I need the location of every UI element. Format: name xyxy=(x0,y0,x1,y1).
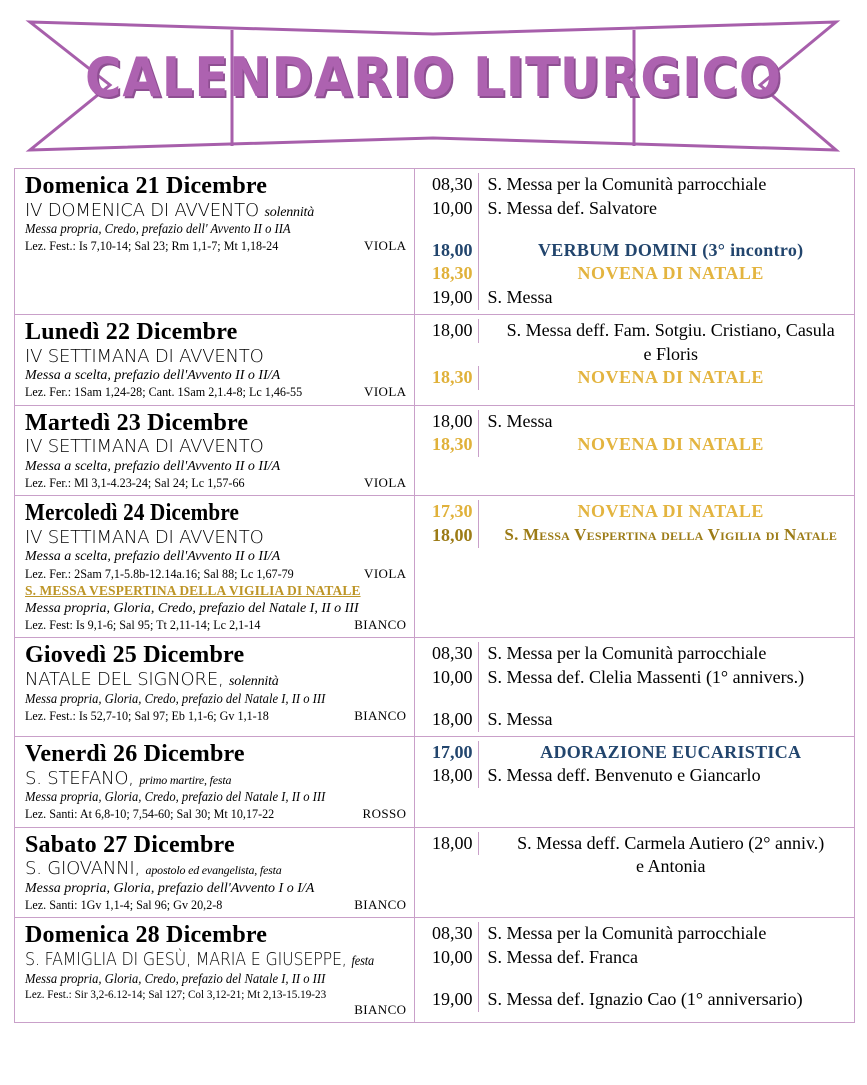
schedule-event: S. Messa per la Comunità parrocchiale xyxy=(487,174,767,194)
schedule-time: 17,30 xyxy=(431,501,473,522)
readings-line xyxy=(25,806,406,823)
readings-line xyxy=(25,897,406,914)
calendar-day-row xyxy=(15,496,855,638)
liturgy-title xyxy=(25,669,406,691)
day-name: Giovedì 25 Dicembre xyxy=(25,642,245,669)
schedule-slot xyxy=(415,764,854,788)
liturgy-title-main: IV DOMENICA DI AVVENTO xyxy=(25,199,259,221)
readings-label: Lez. Fest.: xyxy=(25,239,76,254)
liturgy-title xyxy=(25,527,406,548)
schedule-slot xyxy=(415,500,854,524)
schedule-event: S. Messa Vespertina della Vigilia di Natale xyxy=(504,525,838,545)
schedule-cell xyxy=(415,405,855,496)
day-name: Sabato 27 Dicembre xyxy=(25,831,235,858)
schedule-event: S. Messa def. Clelia Massenti (1° annivers.) xyxy=(487,667,805,688)
schedule-cell xyxy=(415,314,855,405)
readings-label: Lez. Santi: xyxy=(25,897,78,912)
calendar-day-row xyxy=(15,918,855,1023)
liturgy-title xyxy=(25,346,406,367)
calendar-day-row xyxy=(15,405,855,496)
mass-rubric: Messa propria, Credo, prefazio dell' Avvento II o IIA xyxy=(25,222,291,238)
day-info-cell xyxy=(15,638,415,736)
readings-line xyxy=(25,988,406,1002)
liturgy-title-rank: apostolo ed evangelista, festa xyxy=(145,863,282,878)
schedule-time xyxy=(415,970,472,988)
mass-rubric: Messa a scelta, prefazio dell'Avvento II o II/A xyxy=(25,367,281,383)
schedule-time: 17,00 xyxy=(431,741,473,762)
liturgical-color-secondary: BIANCO xyxy=(354,616,407,632)
schedule-slot xyxy=(415,239,854,263)
liturgy-title-rank: primo martire, festa xyxy=(139,772,232,787)
readings-label: Lez. Fer.: xyxy=(25,566,72,581)
liturgy-title xyxy=(25,200,406,222)
readings-line-secondary xyxy=(25,617,406,634)
liturgical-color: BIANCO xyxy=(354,1002,407,1018)
calendar-day-row xyxy=(15,314,855,405)
liturgy-title-rank: festa xyxy=(351,954,374,970)
schedule-slot xyxy=(415,433,854,457)
schedule-time: 18,00 xyxy=(431,239,473,260)
liturgy-title-main: IV SETTIMANA DI AVVENTO xyxy=(25,436,264,458)
day-info-cell xyxy=(15,169,415,315)
readings-references: At 6,8-10; 7,54-60; Sal 30; Mt 10,17-22 xyxy=(79,806,275,821)
readings-label: Lez. Fer.: xyxy=(25,475,72,490)
calendar-day-row xyxy=(15,736,855,827)
day-info-cell xyxy=(15,405,415,496)
schedule-slot xyxy=(415,524,854,548)
liturgical-color: VIOLA xyxy=(364,238,407,254)
liturgical-color: ROSSO xyxy=(362,805,407,821)
day-name: Domenica 28 Dicembre xyxy=(25,922,268,949)
liturgical-color: VIOLA xyxy=(364,383,407,399)
readings-line xyxy=(25,566,406,583)
schedule-event: NOVENA DI NATALE xyxy=(577,367,764,388)
schedule-event xyxy=(487,690,854,708)
readings-line xyxy=(25,708,406,725)
schedule-slot xyxy=(415,708,854,732)
schedule-cell xyxy=(415,827,855,918)
schedule-slot xyxy=(415,832,854,880)
schedule-event: S. Messa per la Comunità parrocchiale xyxy=(487,643,767,664)
readings-line xyxy=(25,384,406,401)
schedule-cell xyxy=(415,638,855,736)
header-banner xyxy=(0,0,867,168)
schedule-time: 19,00 xyxy=(431,287,473,307)
liturgy-title xyxy=(25,858,406,879)
liturgy-title-main: IV SETTIMANA DI AVVENTO xyxy=(25,527,264,549)
mass-rubric: Messa a scelta, prefazio dell'Avvento II o II/A xyxy=(25,458,281,474)
schedule-time: 19,00 xyxy=(431,988,473,1009)
schedule-slot xyxy=(415,666,854,690)
schedule-spacer xyxy=(415,221,854,239)
schedule-slot xyxy=(415,286,854,310)
mass-rubric: Messa propria, Gloria, Credo, prefazio del Natale I, II o III xyxy=(25,691,326,707)
schedule-time: 18,00 xyxy=(431,832,473,853)
day-name: Lunedì 22 Dicembre xyxy=(25,318,238,345)
schedule-slot xyxy=(415,988,854,1012)
schedule-time: 18,00 xyxy=(431,319,473,340)
schedule-cell xyxy=(415,736,855,827)
schedule-event xyxy=(487,221,854,239)
liturgy-title-main: IV SETTIMANA DI AVVENTO xyxy=(25,345,264,367)
schedule-spacer xyxy=(415,970,854,988)
schedule-slot xyxy=(415,197,854,221)
liturgy-title-main: S. FAMIGLIA DI GESÙ, MARIA E GIUSEPPE, xyxy=(25,949,347,971)
schedule-time: 18,00 xyxy=(431,525,473,546)
schedule-slot xyxy=(415,173,854,197)
schedule-time: 18,30 xyxy=(431,434,473,455)
schedule-time: 18,30 xyxy=(431,367,473,388)
calendar-day-row xyxy=(15,638,855,736)
day-info-cell xyxy=(15,827,415,918)
schedule-event: S. Messa xyxy=(487,287,553,307)
day-name: Venerdì 26 Dicembre xyxy=(25,740,245,767)
day-info-cell xyxy=(15,314,415,405)
schedule-event: S. Messa per la Comunità parrocchiale xyxy=(487,923,767,944)
readings-references: 1Gv 1,1-4; Sal 96; Gv 20,2-8 xyxy=(80,897,223,912)
vigil-mass-heading: S. MESSA VESPERTINA DELLA VIGILIA DI NATALE xyxy=(25,583,361,599)
schedule-event: ADORAZIONE EUCARISTICA xyxy=(540,741,802,762)
readings-label-secondary: Lez. Fest: xyxy=(25,617,73,632)
readings-references: Sir 3,2-6.12-14; Sal 127; Col 3,12-21; Mt 2,13-15.19-23 xyxy=(74,988,327,1001)
schedule-event: S. Messa xyxy=(487,708,553,729)
readings-label: Lez. Fest.: xyxy=(25,988,72,1001)
schedule-event-line: S. Messa deff. Carmela Autiero (2° anniv.) xyxy=(517,832,825,853)
schedule-event: S. Messa def. Franca xyxy=(487,947,638,968)
schedule-event xyxy=(487,832,854,880)
day-name: Martedì 23 Dicembre xyxy=(25,409,249,436)
liturgy-title xyxy=(25,768,406,789)
schedule-slot xyxy=(415,946,854,970)
schedule-event: NOVENA DI NATALE xyxy=(577,434,764,455)
schedule-event: S. Messa xyxy=(487,410,553,431)
day-info-cell xyxy=(15,736,415,827)
schedule-event: NOVENA DI NATALE xyxy=(577,501,764,522)
schedule-event xyxy=(487,319,854,367)
readings-references: Is 7,10-14; Sal 23; Rm 1,1-7; Mt 1,18-24 xyxy=(78,239,279,254)
schedule-time: 08,30 xyxy=(431,174,473,194)
day-name: Domenica 21 Dicembre xyxy=(25,173,268,199)
day-info-cell xyxy=(15,496,415,638)
readings-references: Ml 3,1-4.23-24; Sal 24; Lc 1,57-66 xyxy=(74,475,245,490)
readings-label: Lez. Santi: xyxy=(25,806,78,821)
liturgy-title xyxy=(25,436,406,457)
calendar-day-row xyxy=(15,169,855,315)
schedule-spacer xyxy=(415,690,854,708)
mass-rubric: Messa propria, Gloria, Credo, prefazio del Natale I, II o III xyxy=(25,789,326,805)
readings-references: 2Sam 7,1-5.8b-12.14a.16; Sal 88; Lc 1,67-79 xyxy=(74,566,294,581)
schedule-cell xyxy=(415,496,855,638)
schedule-time: 18,30 xyxy=(431,263,473,284)
schedule-time: 18,00 xyxy=(431,410,473,431)
schedule-time: 18,00 xyxy=(431,765,473,786)
schedule-slot xyxy=(415,922,854,946)
schedule-time: 18,00 xyxy=(431,708,473,729)
readings-references: 1Sam 1,24-28; Cant. 1Sam 2,1.4-8; Lc 1,46-55 xyxy=(74,384,303,399)
day-name: Mercoledì 24 Dicembre xyxy=(25,500,240,527)
readings-line xyxy=(25,238,406,255)
schedule-time xyxy=(415,221,472,239)
schedule-time: 10,00 xyxy=(431,667,473,688)
schedule-event-line: e Antonia xyxy=(635,856,706,877)
mass-rubric: Messa propria, Gloria, Credo, prefazio del Natale I, II o III xyxy=(25,971,326,987)
liturgy-title-main: S. GIOVANNI, xyxy=(25,858,141,880)
schedule-event-line: e Floris xyxy=(643,343,698,364)
day-info-cell xyxy=(15,918,415,1023)
schedule-time: 10,00 xyxy=(431,197,473,218)
mass-rubric: Messa propria, Gloria, prefazio dell'Avvento I o I/A xyxy=(25,880,315,896)
readings-line xyxy=(25,475,406,492)
schedule-time: 08,30 xyxy=(431,643,473,664)
liturgical-calendar-table xyxy=(14,168,855,1023)
schedule-slot xyxy=(415,410,854,434)
liturgy-title-main: NATALE DEL SIGNORE, xyxy=(25,669,224,691)
schedule-time xyxy=(415,690,472,708)
calendar-day-row xyxy=(15,827,855,918)
liturgical-color: BIANCO xyxy=(354,896,407,912)
schedule-slot xyxy=(415,262,854,286)
schedule-event xyxy=(487,970,854,988)
liturgy-title xyxy=(25,949,374,971)
liturgy-title-main: S. STEFANO, xyxy=(25,767,134,789)
page-title: CALENDARIO LITURGICO xyxy=(84,46,783,109)
liturgy-title-rank: solennità xyxy=(229,674,279,690)
liturgical-color: VIOLA xyxy=(364,474,407,490)
schedule-event: S. Messa def. Ignazio Cao (1° anniversario) xyxy=(487,988,803,1009)
schedule-slot xyxy=(415,366,854,390)
liturgy-title-rank: solennità xyxy=(264,204,314,220)
schedule-event: S. Messa def. Salvatore xyxy=(487,197,657,218)
readings-references-secondary: Is 9,1-6; Sal 95; Tt 2,11-14; Lc 2,1-14 xyxy=(75,617,261,632)
liturgical-color: VIOLA xyxy=(364,565,407,581)
readings-references: Is 52,7-10; Sal 97; Eb 1,1-6; Gv 1,1-18 xyxy=(78,708,269,723)
schedule-event: NOVENA DI NATALE xyxy=(577,263,764,284)
schedule-time: 08,30 xyxy=(431,923,473,944)
mass-rubric-secondary: Messa propria, Gloria, Credo, prefazio del Natale I, II o III xyxy=(25,600,359,616)
schedule-slot xyxy=(415,642,854,666)
schedule-cell xyxy=(415,169,855,315)
liturgical-color: BIANCO xyxy=(354,707,407,723)
readings-label: Lez. Fest.: xyxy=(25,708,76,723)
readings-label: Lez. Fer.: xyxy=(25,384,72,399)
schedule-slot xyxy=(415,319,854,367)
mass-rubric: Messa a scelta, prefazio dell'Avvento II o II/A xyxy=(25,549,281,565)
schedule-event: VERBUM DOMINI (3° incontro) xyxy=(538,239,804,260)
schedule-time: 10,00 xyxy=(431,947,473,968)
schedule-event: S. Messa deff. Benvenuto e Giancarlo xyxy=(487,765,761,786)
schedule-event-line: S. Messa deff. Fam. Sotgiu. Cristiano, Casula xyxy=(506,319,835,340)
schedule-slot xyxy=(415,741,854,765)
schedule-cell xyxy=(415,918,855,1023)
